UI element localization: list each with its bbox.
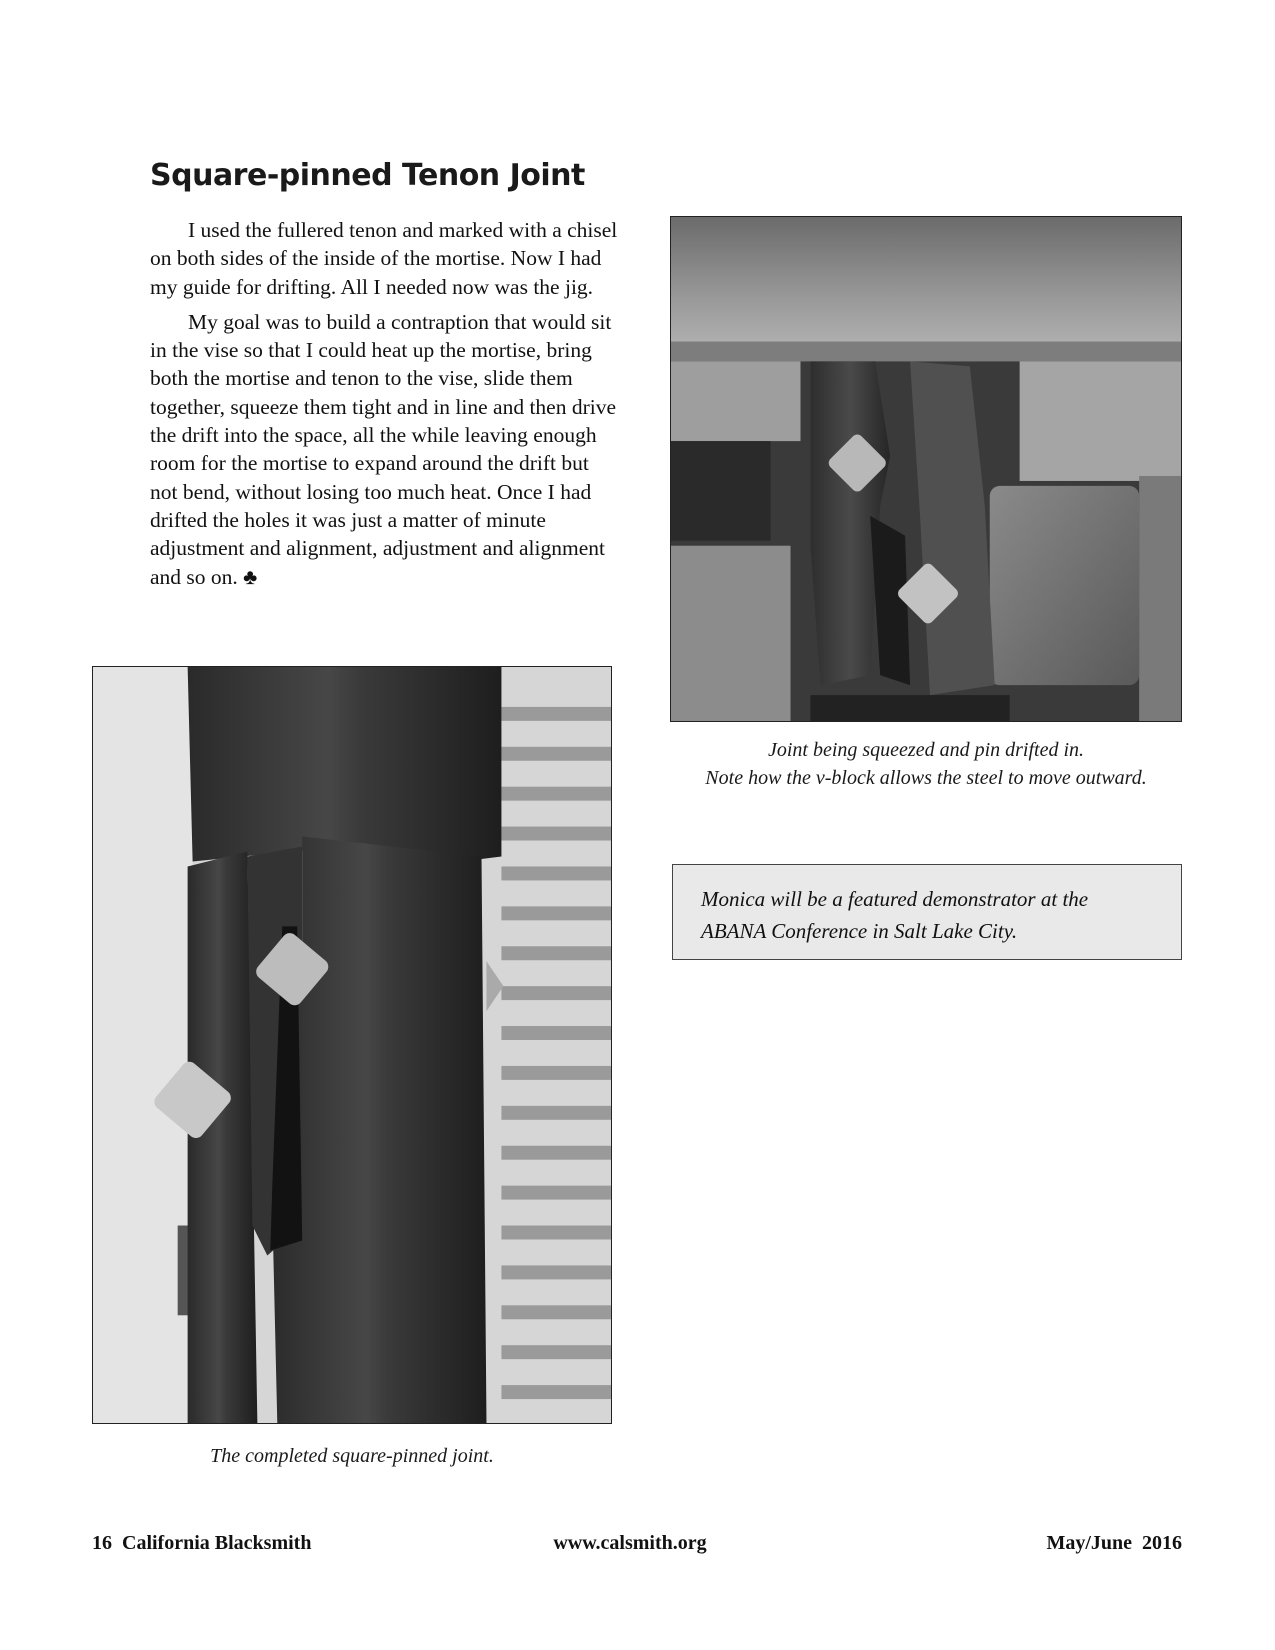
vise-caption-line-2: Note how the v-block allows the steel to move outward. [705, 767, 1147, 789]
paragraph-2: My goal was to build a contraption that would sit in the vise so that I could heat up the mortise, bring both the mortise and tenon to the vise, slide them together, squeeze them tight and in line and then drive the drift into the space, all the while leaving enough room for the mortise to expand around the drift but not bend, without losing too much heat. Once I had drifted the holes it was just a matter of minute adjustment and alignment, adjustment and alignment and so on. ♣ [150, 309, 617, 589]
vise-photo-caption [670, 736, 1182, 792]
footer-website[interactable]: www.calsmith.org [553, 1532, 707, 1554]
article-heading: Square-pinned Tenon Joint [150, 158, 585, 193]
completed-joint-caption: The completed square-pinned joint. [210, 1445, 494, 1467]
footer-page-label: 16 California Blacksmith [92, 1532, 312, 1554]
vise-photo [670, 216, 1182, 722]
paragraph-1: I used the fullered tenon and marked with a chisel on both sides of the inside of the mortise. Now I had my guide for drifting. All I needed now was the jig. [150, 218, 618, 299]
footer-issue: May/June 2016 [1046, 1532, 1182, 1554]
vise-caption-line-1: Joint being squeezed and pin drifted in. [767, 739, 1085, 761]
article-body [150, 216, 620, 598]
completed-joint-photo [92, 666, 612, 1424]
callout-note: Monica will be a featured demonstrator at the ABANA Conference in Salt Lake City. [672, 864, 1182, 960]
